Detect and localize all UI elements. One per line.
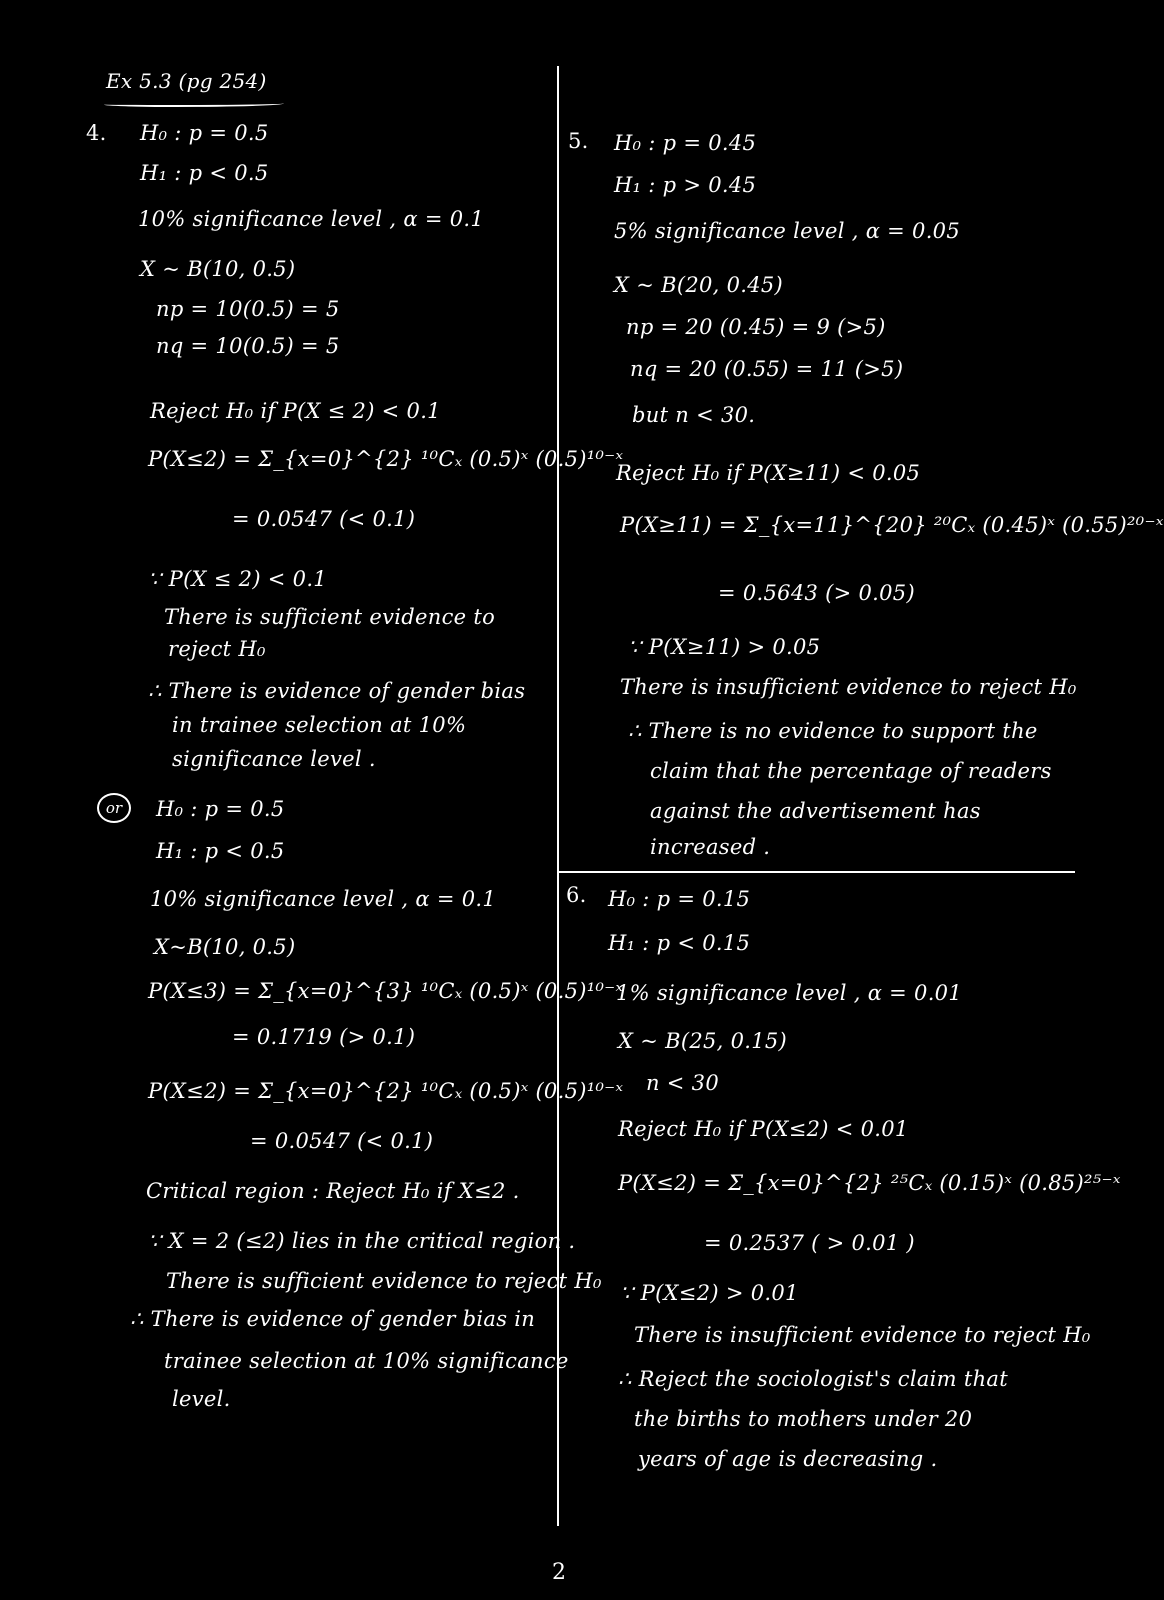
q5-therefore-2: claim that the percentage of readers	[650, 759, 1052, 783]
heading-underline	[104, 101, 284, 107]
q4-alt-sum-3: P(X≤3) = Σ_{x=0}^{3} ¹⁰Cₓ (0.5)ˣ (0.5)¹⁰⁻ˣ	[148, 979, 624, 1003]
q4-probability-value: = 0.0547 (< 0.1)	[232, 507, 416, 531]
q4-nq: nq = 10(0.5) = 5	[156, 334, 340, 358]
q5-distribution: X ~ B(20, 0.45)	[614, 273, 784, 297]
q4-alt-value-2: = 0.0547 (< 0.1)	[250, 1129, 434, 1153]
q6-reject-rule: Reject H₀ if P(X≤2) < 0.01	[618, 1117, 909, 1141]
q5-therefore-1: ∴ There is no evidence to support the	[628, 719, 1038, 743]
q6-therefore-1: ∴ Reject the sociologist's claim that	[618, 1367, 1008, 1391]
q5-np: np = 20 (0.45) = 9 (>5)	[626, 315, 886, 339]
q5-but-n: but n < 30.	[632, 403, 756, 427]
q5-therefore-3: against the advertisement has	[650, 799, 981, 823]
q6-n: n < 30	[646, 1071, 719, 1095]
q5-therefore-4: increased .	[650, 835, 771, 859]
q4-since: ∵ P(X ≤ 2) < 0.1	[148, 567, 327, 591]
q4-probability-sum: P(X≤2) = Σ_{x=0}^{2} ¹⁰Cₓ (0.5)ˣ (0.5)¹⁰⁻ˣ	[148, 447, 624, 471]
q6-therefore-3: years of age is decreasing .	[638, 1447, 938, 1471]
q4-therefore-1: ∴ There is evidence of gender bias	[148, 679, 526, 703]
q6-alt-hypothesis: H₁ : p < 0.15	[608, 931, 751, 955]
q6-since: ∵ P(X≤2) > 0.01	[620, 1281, 799, 1305]
q4-conclusion-1: There is sufficient evidence to	[164, 605, 496, 629]
q6-probability-value: = 0.2537 ( > 0.01 )	[704, 1231, 915, 1255]
q4-therefore-2: in trainee selection at 10%	[172, 713, 467, 737]
q5-probability-value: = 0.5643 (> 0.05)	[718, 581, 915, 605]
page-number: 2	[552, 1560, 566, 1585]
q4-alt-sum-2: P(X≤2) = Σ_{x=0}^{2} ¹⁰Cₓ (0.5)ˣ (0.5)¹⁰⁻ˣ	[148, 1079, 624, 1103]
q5-reject-rule: Reject H₀ if P(X≥11) < 0.05	[616, 461, 921, 485]
q5-null-hypothesis: H₀ : p = 0.45	[614, 131, 757, 155]
q5-significance: 5% significance level , α = 0.05	[614, 219, 960, 243]
q4-alt-null-hypothesis: H₀ : p = 0.5	[156, 797, 285, 821]
q4-conclusion-2: reject H₀	[168, 637, 266, 661]
q4-distribution: X ~ B(10, 0.5)	[140, 257, 296, 281]
q6-null-hypothesis: H₀ : p = 0.15	[608, 887, 751, 911]
q4-alt-hypothesis: H₁ : p < 0.5	[140, 161, 269, 185]
q5-probability-sum: P(X≥11) = Σ_{x=11}^{20} ²⁰Cₓ (0.45)ˣ (0.55)²⁰⁻ˣ	[620, 513, 1164, 537]
q5-since: ∵ P(X≥11) > 0.05	[628, 635, 821, 659]
q6-significance: 1% significance level , α = 0.01	[616, 981, 962, 1005]
exercise-heading: Ex 5.3 (pg 254)	[106, 69, 267, 93]
q6-number: 6.	[566, 883, 587, 907]
q5-conclusion: There is insufficient evidence to reject H₀	[620, 675, 1077, 699]
q4-alt-therefore-3: level.	[172, 1387, 231, 1411]
q4-lies-in-region: ∵ X = 2 (≤2) lies in the critical region .	[148, 1229, 576, 1253]
q6-conclusion: There is insufficient evidence to reject H₀	[634, 1323, 1091, 1347]
q4-null-hypothesis: H₀ : p = 0.5	[140, 121, 269, 145]
q4-np: np = 10(0.5) = 5	[156, 297, 340, 321]
or-marker: or	[97, 793, 131, 823]
section-divider	[557, 871, 1075, 873]
q4-alt-therefore-1: ∴ There is evidence of gender bias in	[130, 1307, 536, 1331]
q4-alt-therefore-2: trainee selection at 10% significance	[164, 1349, 569, 1373]
q4-significance: 10% significance level , α = 0.1	[138, 207, 484, 231]
q4-alt-value-3: = 0.1719 (> 0.1)	[232, 1025, 416, 1049]
q4-alt-significance: 10% significance level , α = 0.1	[150, 887, 496, 911]
q5-number: 5.	[568, 129, 589, 153]
q6-therefore-2: the births to mothers under 20	[634, 1407, 973, 1431]
q6-distribution: X ~ B(25, 0.15)	[618, 1029, 788, 1053]
q4-alt-conclusion: There is sufficient evidence to reject H₀	[166, 1269, 602, 1293]
q4-therefore-3: significance level .	[172, 747, 376, 771]
q5-alt-hypothesis: H₁ : p > 0.45	[614, 173, 757, 197]
column-divider	[557, 66, 559, 1526]
q4-alt-distribution: X~B(10, 0.5)	[154, 935, 296, 959]
q6-probability-sum: P(X≤2) = Σ_{x=0}^{2} ²⁵Cₓ (0.15)ˣ (0.85)²⁵⁻ˣ	[618, 1171, 1121, 1195]
q4-number: 4.	[86, 121, 107, 145]
q4-reject-rule: Reject H₀ if P(X ≤ 2) < 0.1	[150, 399, 441, 423]
q4-alt-alt-hypothesis: H₁ : p < 0.5	[156, 839, 285, 863]
q4-critical-region: Critical region : Reject H₀ if X≤2 .	[146, 1179, 520, 1203]
q5-nq: nq = 20 (0.55) = 11 (>5)	[630, 357, 904, 381]
